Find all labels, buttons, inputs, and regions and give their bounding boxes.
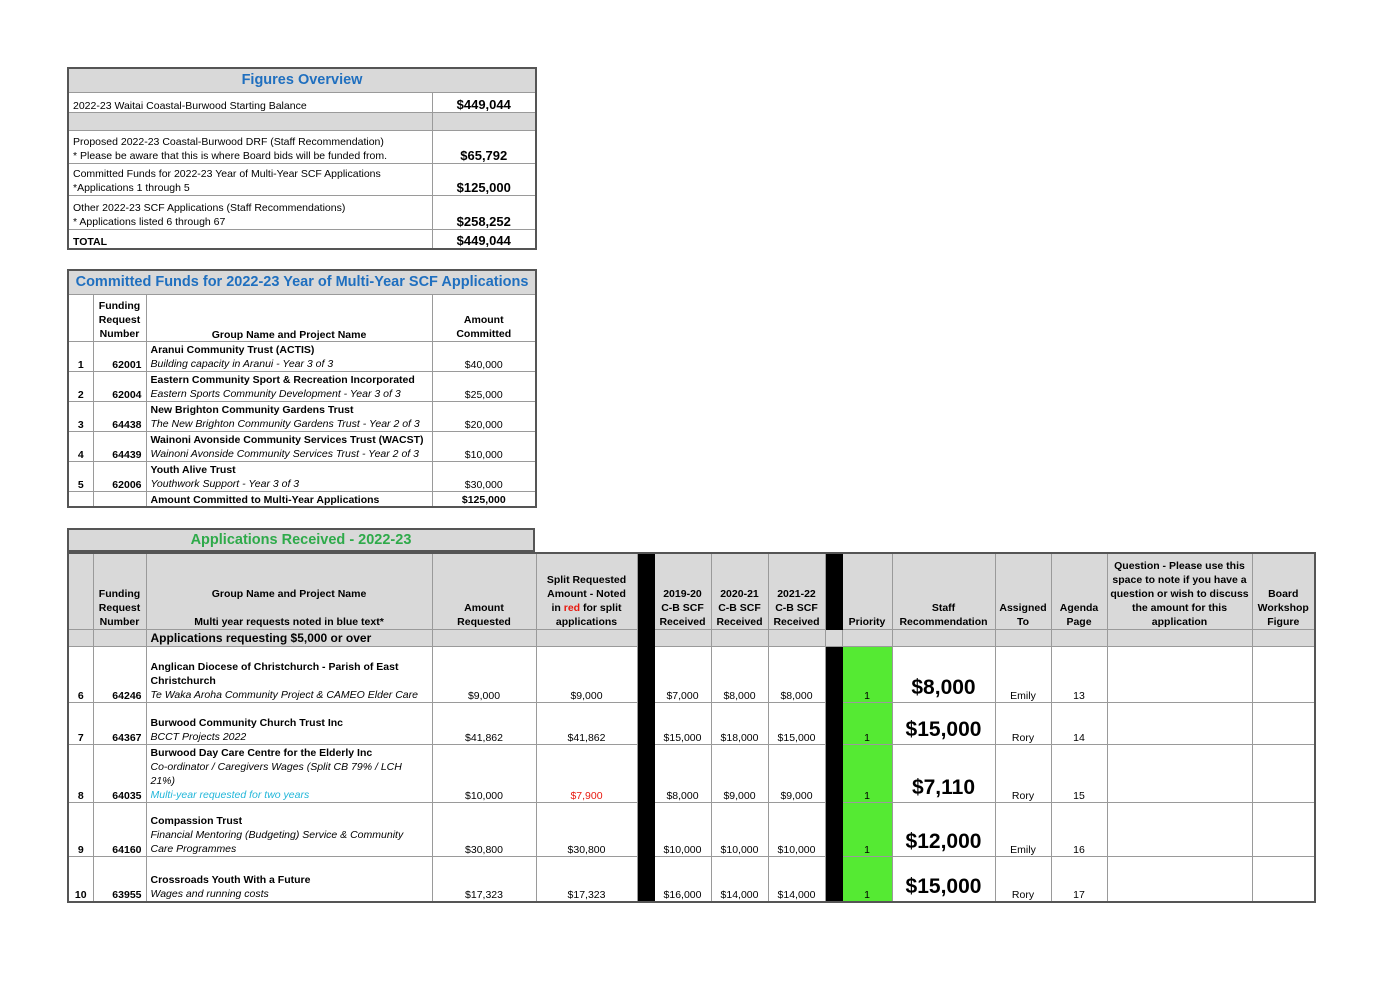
group-project-cell: Crossroads Youth With a Future Wages and running costs (146, 856, 432, 902)
amount-committed: $20,000 (432, 401, 536, 431)
staff-recommendation: $8,000 (892, 646, 995, 702)
committed-total-amount: $125,000 (432, 491, 536, 507)
application-row (68, 744, 1315, 802)
committed-row (68, 431, 536, 461)
received-2020-21: $10,000 (711, 802, 768, 856)
row-number: 3 (68, 401, 93, 431)
priority-cell: 1 (842, 856, 892, 902)
received-2020-21: $18,000 (711, 702, 768, 744)
amount-requested: $41,862 (432, 702, 536, 744)
amount-committed: $10,000 (432, 431, 536, 461)
amount-requested: $9,000 (432, 646, 536, 702)
funding-request-number: 62001 (93, 341, 146, 371)
funding-request-number: 62006 (93, 461, 146, 491)
staff-recommendation: $15,000 (892, 702, 995, 744)
header-amount-requested: Amount Requested (432, 553, 536, 629)
header-assigned-to: Assigned To (995, 553, 1051, 629)
staff-recommendation: $7,110 (892, 744, 995, 802)
overview-total-amount: $449,044 (432, 229, 536, 249)
funding-request-number: 64438 (93, 401, 146, 431)
overview-row-amount: $449,044 (432, 92, 536, 112)
assigned-to: Rory (995, 856, 1051, 902)
committed-row (68, 371, 536, 401)
priority-cell: 1 (842, 702, 892, 744)
group-project-cell: Compassion Trust Financial Mentoring (Budgeting) Service & Community Care Programmes (146, 802, 432, 856)
agenda-page: 16 (1051, 802, 1107, 856)
split-amount: $41,862 (536, 702, 637, 744)
question-cell[interactable] (1107, 646, 1252, 702)
assigned-to: Emily (995, 646, 1051, 702)
application-row (68, 646, 1315, 702)
overview-spacer-row (68, 112, 536, 130)
overview-total-label: TOTAL (68, 229, 432, 249)
received-2020-21: $14,000 (711, 856, 768, 902)
committed-header-group: Group Name and Project Name (146, 294, 432, 341)
board-workshop-cell[interactable] (1252, 856, 1315, 902)
figures-overview-title: Figures Overview (68, 68, 536, 92)
committed-total-label: Amount Committed to Multi-Year Applications (146, 491, 432, 507)
committed-row (68, 401, 536, 431)
question-cell[interactable] (1107, 702, 1252, 744)
group-project-cell: Youth Alive Trust Youthwork Support - Year 3 of 3 (146, 461, 432, 491)
split-amount: $7,900 (536, 744, 637, 802)
row-number: 2 (68, 371, 93, 401)
funding-request-number: 64035 (93, 744, 146, 802)
funding-request-number: 64160 (93, 802, 146, 856)
overview-row-label: 2022-23 Waitai Coastal-Burwood Starting Balance (68, 92, 432, 112)
received-2020-21: $9,000 (711, 744, 768, 802)
committed-funds-title: Committed Funds for 2022-23 Year of Multi-Year SCF Applications (68, 270, 536, 294)
received-2021-22: $15,000 (768, 702, 825, 744)
received-2021-22: $9,000 (768, 744, 825, 802)
board-workshop-cell[interactable] (1252, 646, 1315, 702)
group-project-cell: Burwood Community Church Trust Inc BCCT Projects 2022 (146, 702, 432, 744)
received-2021-22: $8,000 (768, 646, 825, 702)
committed-funds-table (67, 269, 537, 508)
header-staff-recommendation: Staff Recommendation (892, 553, 995, 629)
assigned-to: Rory (995, 744, 1051, 802)
header-board-workshop: Board Workshop Figure (1252, 553, 1315, 629)
funding-request-number: 64439 (93, 431, 146, 461)
agenda-page: 13 (1051, 646, 1107, 702)
row-number: 4 (68, 431, 93, 461)
group-project-cell: Burwood Day Care Centre for the Elderly Inc Co-ordinator / Caregivers Wages (Split CB 79% / LCH 21%) Multi-year requested for two years (146, 744, 432, 802)
overview-row-amount: $125,000 (432, 163, 536, 195)
header-2019-20: 2019-20 C-B SCF Received (654, 553, 711, 629)
divider-column (637, 553, 654, 629)
funding-request-number: 64367 (93, 702, 146, 744)
group-project-cell: Anglican Diocese of Christchurch - Parish of East Christchurch Te Waka Aroha Community Project & CAMEO Elder Care (146, 646, 432, 702)
amount-requested: $30,800 (432, 802, 536, 856)
group-project-cell: Aranui Community Trust (ACTIS) Building capacity in Aranui - Year 3 of 3 (146, 341, 432, 371)
group-project-cell: Eastern Community Sport & Recreation Incorporated Eastern Sports Community Development - Year 3 of 3 (146, 371, 432, 401)
question-cell[interactable] (1107, 802, 1252, 856)
applications-title: Applications Received - 2022-23 (68, 529, 534, 551)
overview-row-amount: $258,252 (432, 195, 536, 229)
application-row (68, 856, 1315, 902)
amount-committed: $25,000 (432, 371, 536, 401)
header-2020-21: 2020-21 C-B SCF Received (711, 553, 768, 629)
question-cell[interactable] (1107, 856, 1252, 902)
header-priority: Priority (842, 553, 892, 629)
split-amount: $30,800 (536, 802, 637, 856)
received-2019-20: $8,000 (654, 744, 711, 802)
row-number: 5 (68, 461, 93, 491)
overview-row-amount: $65,792 (432, 130, 536, 163)
overview-row-label: Proposed 2022-23 Coastal-Burwood DRF (Staff Recommendation) * Please be aware that this is where Board bids will be funded from. (68, 130, 432, 163)
funding-request-number: 62004 (93, 371, 146, 401)
application-row (68, 702, 1315, 744)
staff-recommendation: $15,000 (892, 856, 995, 902)
split-amount: $9,000 (536, 646, 637, 702)
funding-request-number: 64246 (93, 646, 146, 702)
figures-overview-table (67, 67, 537, 250)
received-2021-22: $14,000 (768, 856, 825, 902)
assigned-to: Rory (995, 702, 1051, 744)
divider-column (825, 553, 842, 629)
board-workshop-cell[interactable] (1252, 702, 1315, 744)
header-split-amount: Split Requested Amount - Noted in red for split applications (536, 553, 637, 629)
priority-cell: 1 (842, 744, 892, 802)
received-2019-20: $10,000 (654, 802, 711, 856)
applications-table (67, 552, 1316, 903)
group-project-cell: New Brighton Community Gardens Trust The New Brighton Community Gardens Trust - Year 2 of 3 (146, 401, 432, 431)
committed-row (68, 461, 536, 491)
committed-header-amount: Amount Committed (432, 294, 536, 341)
application-row (68, 802, 1315, 856)
staff-recommendation: $12,000 (892, 802, 995, 856)
received-2019-20: $7,000 (654, 646, 711, 702)
committed-row (68, 341, 536, 371)
committed-header-frn: Funding Request Number (93, 294, 146, 341)
agenda-page: 14 (1051, 702, 1107, 744)
group-project-cell: Wainoni Avonside Community Services Trust (WACST) Wainoni Avonside Community Services Trust - Year 2 of 3 (146, 431, 432, 461)
row-number: 6 (68, 646, 93, 702)
board-workshop-cell[interactable] (1252, 802, 1315, 856)
multi-year-note: Multi-year requested for two years (150, 788, 310, 801)
agenda-page: 17 (1051, 856, 1107, 902)
applications-title-box (67, 528, 535, 552)
priority-cell: 1 (842, 646, 892, 702)
row-number: 8 (68, 744, 93, 802)
overview-row-label: Other 2022-23 SCF Applications (Staff Recommendations) * Applications listed 6 through 67 (68, 195, 432, 229)
row-number: 9 (68, 802, 93, 856)
priority-cell: 1 (842, 802, 892, 856)
amount-committed: $30,000 (432, 461, 536, 491)
row-number: 10 (68, 856, 93, 902)
amount-committed: $40,000 (432, 341, 536, 371)
header-group: Group Name and Project Name Multi year requests noted in blue text* (146, 553, 432, 629)
split-amount: $17,323 (536, 856, 637, 902)
overview-row-label: Committed Funds for 2022-23 Year of Multi-Year SCF Applications *Applications 1 through 5 (68, 163, 432, 195)
section-label: Applications requesting $5,000 or over (146, 629, 432, 646)
amount-requested: $17,323 (432, 856, 536, 902)
agenda-page: 15 (1051, 744, 1107, 802)
received-2019-20: $15,000 (654, 702, 711, 744)
received-2020-21: $8,000 (711, 646, 768, 702)
funding-request-number: 63955 (93, 856, 146, 902)
amount-requested: $10,000 (432, 744, 536, 802)
row-number: 7 (68, 702, 93, 744)
received-2021-22: $10,000 (768, 802, 825, 856)
board-workshop-cell[interactable] (1252, 744, 1315, 802)
question-cell[interactable] (1107, 744, 1252, 802)
assigned-to: Emily (995, 802, 1051, 856)
header-frn: Funding Request Number (93, 553, 146, 629)
received-2019-20: $16,000 (654, 856, 711, 902)
row-number: 1 (68, 341, 93, 371)
header-agenda-page: Agenda Page (1051, 553, 1107, 629)
header-question: Question - Please use this space to note if you have a question or wish to discuss the amount for this application (1107, 553, 1252, 629)
header-2021-22: 2021-22 C-B SCF Received (768, 553, 825, 629)
